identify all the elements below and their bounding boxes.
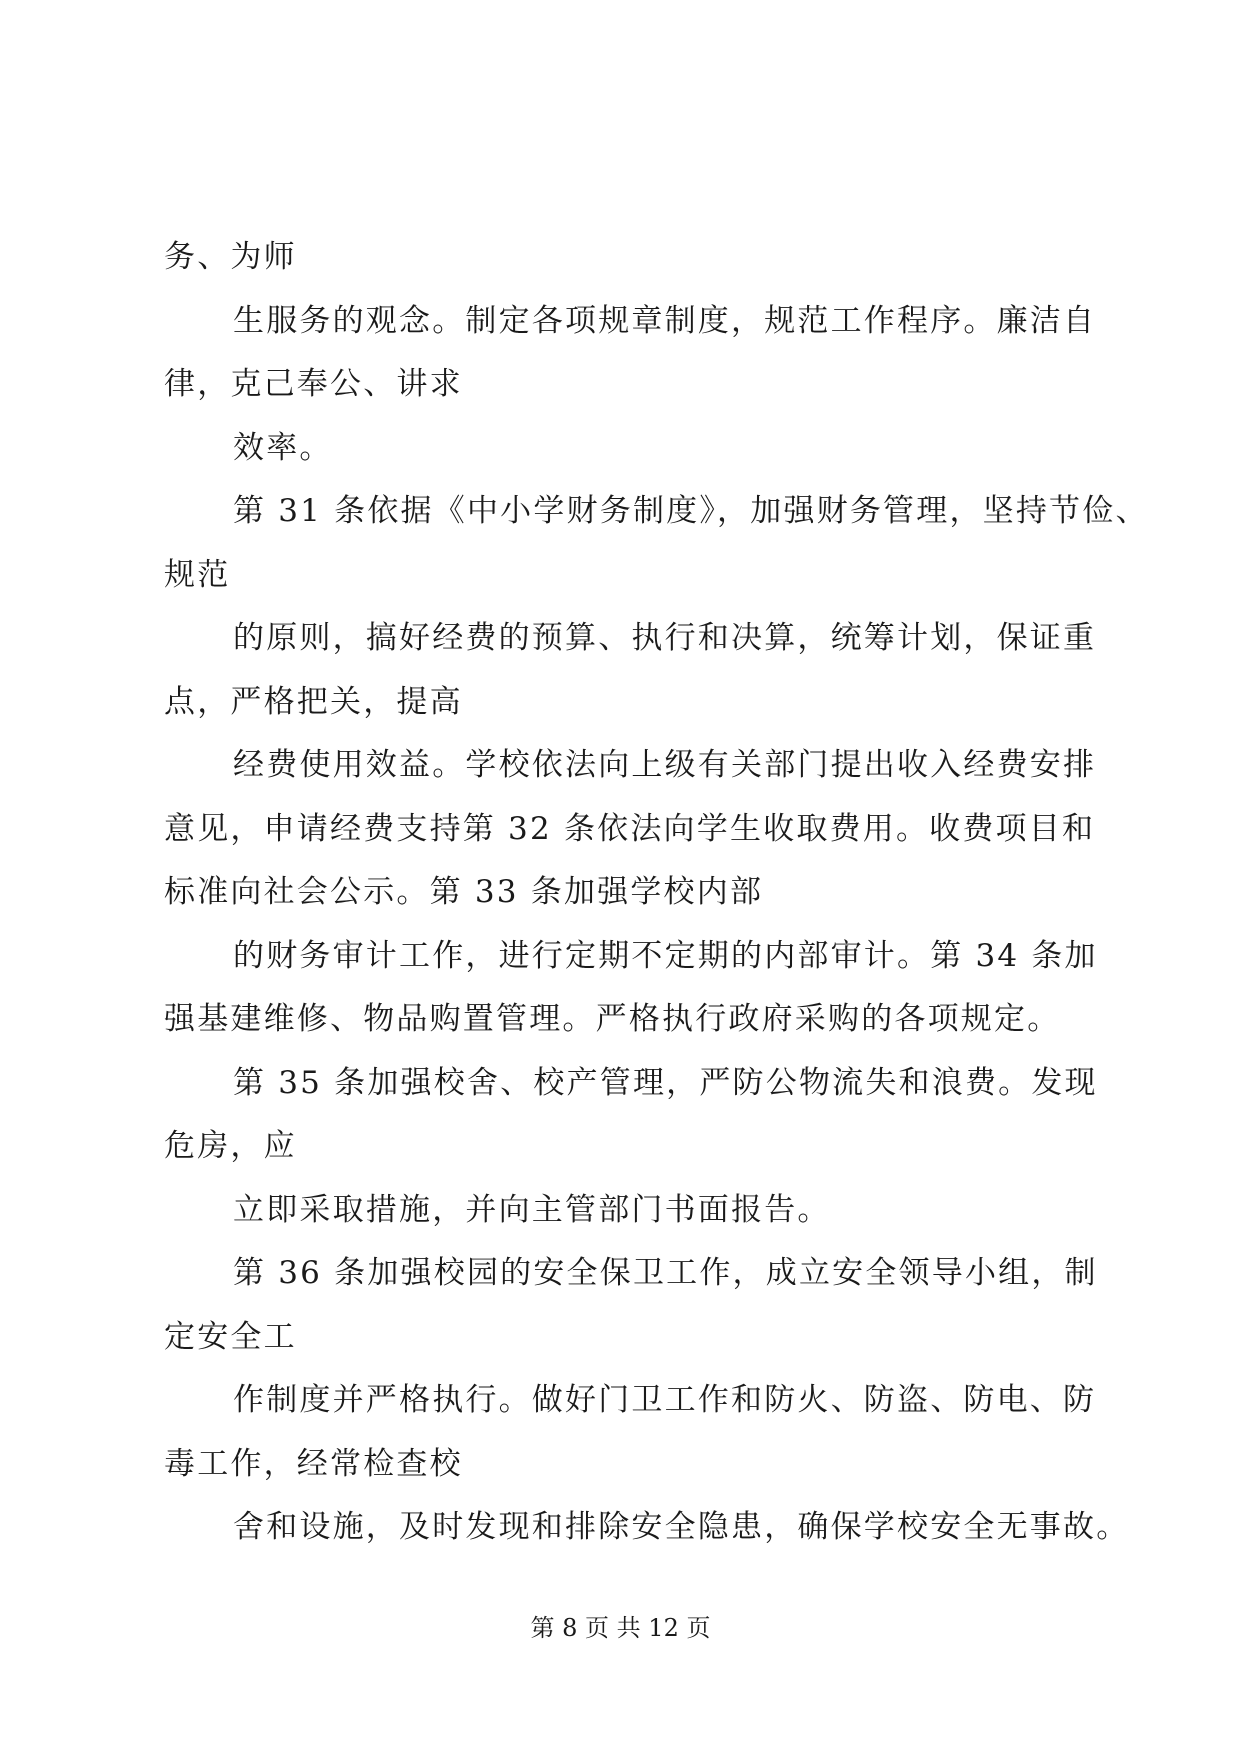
text-line: 第 36 条加强校园的安全保卫工作，成立安全领导小组，制: [233, 1255, 1098, 1291]
text-line: 强基建维修、物品购置管理。严格执行政府采购的各项规定。: [164, 1001, 1061, 1037]
text-line: 定安全工: [164, 1318, 297, 1355]
page-number-footer: 第 8 页 共 12 页: [530, 1614, 711, 1642]
text-line: 的原则，搞好经费的预算、执行和决算，统筹计划，保证重: [233, 620, 1097, 656]
text-line: 经费使用效益。学校依法向上级有关部门提出收入经费安排: [233, 747, 1097, 783]
text-line: 律，克己奉公、讲求: [164, 366, 463, 402]
text-line: 规范: [164, 556, 231, 593]
text-line: 立即采取措施，并向主管部门书面报告。: [233, 1191, 831, 1228]
text-line: 的财务审计工作，进行定期不定期的内部审计。第 34 条加: [233, 937, 1098, 974]
text-line: 点，严格把关，提高: [164, 683, 463, 720]
text-line: 标准向社会公示。第 33 条加强学校内部: [164, 874, 764, 910]
text-line: 舍和设施，及时发现和排除安全隐患，确保学校安全无事故。: [233, 1509, 1130, 1545]
text-line: 作制度并严格执行。做好门卫工作和防火、防盗、防电、防: [233, 1382, 1097, 1418]
text-line: 意见，申请经费支持第 32 条依法向学生收取费用。收费项目和: [164, 810, 1096, 847]
text-line: 第 31 条依据《中小学财务制度》，加强财务管理，坚持节俭、: [233, 493, 1149, 529]
text-line: 第 35 条加强校舍、校产管理，严防公物流失和浪费。发现: [233, 1064, 1098, 1101]
text-line: 生服务的观念。制定各项规章制度，规范工作程序。廉洁自: [233, 302, 1097, 339]
text-line: 毒工作，经常检查校: [164, 1445, 463, 1482]
text-line: 效率。: [233, 429, 333, 466]
text-line: 务、为师: [164, 239, 297, 275]
document-body: [164, 226, 1149, 1560]
text-line: 危房，应: [164, 1128, 297, 1164]
